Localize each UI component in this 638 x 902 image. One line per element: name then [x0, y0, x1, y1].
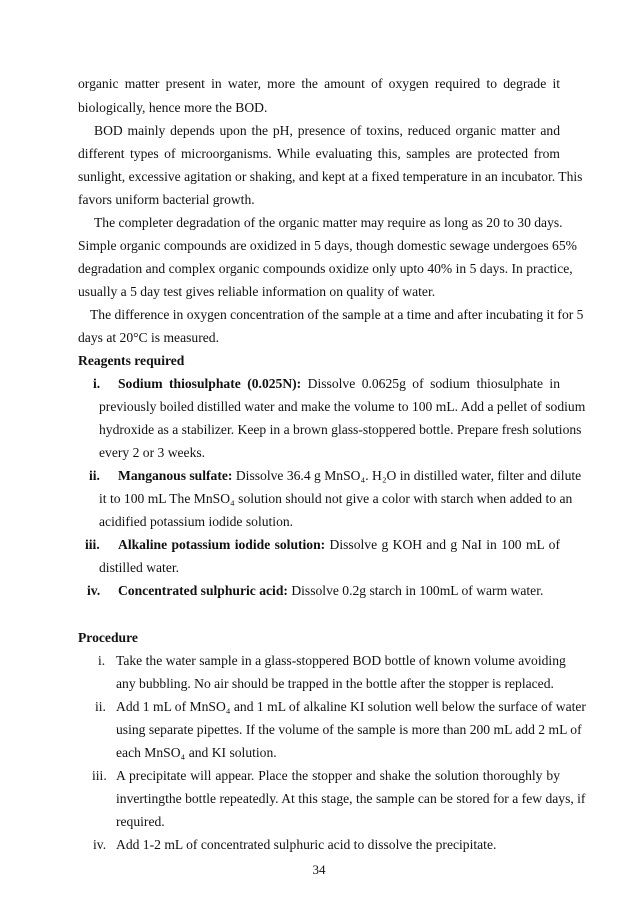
procedure-line: A precipitate will appear. Place the stopper and shake the solution thoroughly by — [116, 768, 560, 783]
paragraph-line: BOD mainly depends upon the pH, presence of toxins, reduced organic matter and — [94, 123, 560, 138]
page-number: 34 — [312, 862, 326, 877]
procedure-line: Take the water sample in a glass-stoppered BOD bottle of known volume avoiding — [116, 653, 566, 668]
paragraph-line: Simple organic compounds are oxidized in 5 days, though domestic sewage undergoes 65% — [78, 238, 577, 253]
list-number: ii. — [95, 699, 106, 714]
reagent-line: distilled water. — [99, 560, 180, 575]
paragraph-line: sunlight, excessive agitation or shaking, and kept at a fixed temperature in an incubator. This — [78, 169, 583, 184]
reagent-title: Alkaline potassium iodide solution: — [118, 537, 326, 552]
procedure-line: using separate pipettes. If the volume of the sample is more than 200 mL add 2 mL of — [116, 722, 582, 737]
paragraph-line: organic matter present in water, more the amount of oxygen required to degrade it — [78, 76, 560, 91]
reagent-line: every 2 or 3 weeks. — [99, 445, 206, 460]
procedure-line: required. — [116, 814, 165, 829]
list-number: iii. — [85, 537, 100, 552]
reagent-line: previously boiled distilled water and make the volume to 100 mL. Add a pellet of sodium — [99, 399, 586, 414]
reagent-line: acidified potassium iodide solution. — [99, 514, 294, 529]
reagent-line — [118, 375, 560, 393]
reagent-text: Dissolve 36.4 g MnSO₄. H₂O in distilled water, filter and dilute — [235, 468, 582, 483]
section-heading-reagents: Reagents required — [78, 353, 185, 368]
section-heading-procedure: Procedure — [78, 630, 138, 645]
procedure-line: invertingthe bottle repeatedly. At this stage, the sample can be stored for a few days, if — [116, 791, 586, 806]
paragraph-line: favors uniform bacterial growth. — [78, 192, 255, 207]
reagent-title: Concentrated sulphuric acid: — [118, 583, 288, 598]
paragraph-line: The difference in oxygen concentration of the sample at a time and after incubating it for 5 — [90, 307, 584, 322]
list-number: iii. — [92, 768, 107, 783]
reagent-text: Dissolve 0.0625g of sodium thiosulphate in — [307, 376, 561, 391]
paragraph-line: usually a 5 day test gives reliable information on quality of water. — [78, 284, 436, 299]
procedure-line: any bubbling. No air should be trapped in the bottle after the stopper is replaced. — [116, 676, 554, 691]
list-number: i. — [98, 653, 106, 668]
paragraph-line: The completer degradation of the organic matter may require as long as 20 to 30 days. — [94, 215, 563, 230]
list-number: iv. — [87, 583, 101, 598]
list-number: iv. — [93, 837, 107, 852]
reagent-line — [118, 536, 560, 554]
paragraph-line: different types of microorganisms. While evaluating this, samples are protected from — [78, 146, 560, 161]
reagent-line — [118, 582, 560, 600]
reagent-title: Manganous sulfate: — [118, 468, 233, 483]
paragraph-line: days at 20°C is measured. — [78, 330, 219, 345]
procedure-line: each MnSO₄ and KI solution. — [116, 745, 277, 760]
reagent-text: Dissolve 0.2g starch in 100mL of warm water. — [291, 583, 544, 598]
reagent-line: hydroxide as a stabilizer. Keep in a brown glass-stoppered bottle. Prepare fresh solutions — [99, 422, 582, 437]
list-number: ii. — [89, 468, 100, 483]
paragraph-line: biologically, hence more the BOD. — [78, 100, 268, 115]
paragraph-line: degradation and complex organic compounds oxidize only upto 40% in 5 days. In practice, — [78, 261, 573, 276]
reagent-line: it to 100 mL The MnSO₄ solution should not give a color with starch when added to an — [99, 491, 573, 506]
reagent-text: Dissolve g KOH and g NaI in 100 mL of — [329, 537, 560, 552]
reagent-title: Sodium thiosulphate (0.025N): — [118, 376, 302, 391]
reagent-line — [118, 467, 582, 485]
list-number: i. — [93, 376, 101, 391]
procedure-line: Add 1 mL of MnSO₄ and 1 mL of alkaline KI solution well below the surface of water — [116, 699, 586, 714]
procedure-line: Add 1-2 mL of concentrated sulphuric acid to dissolve the precipitate. — [116, 837, 497, 852]
